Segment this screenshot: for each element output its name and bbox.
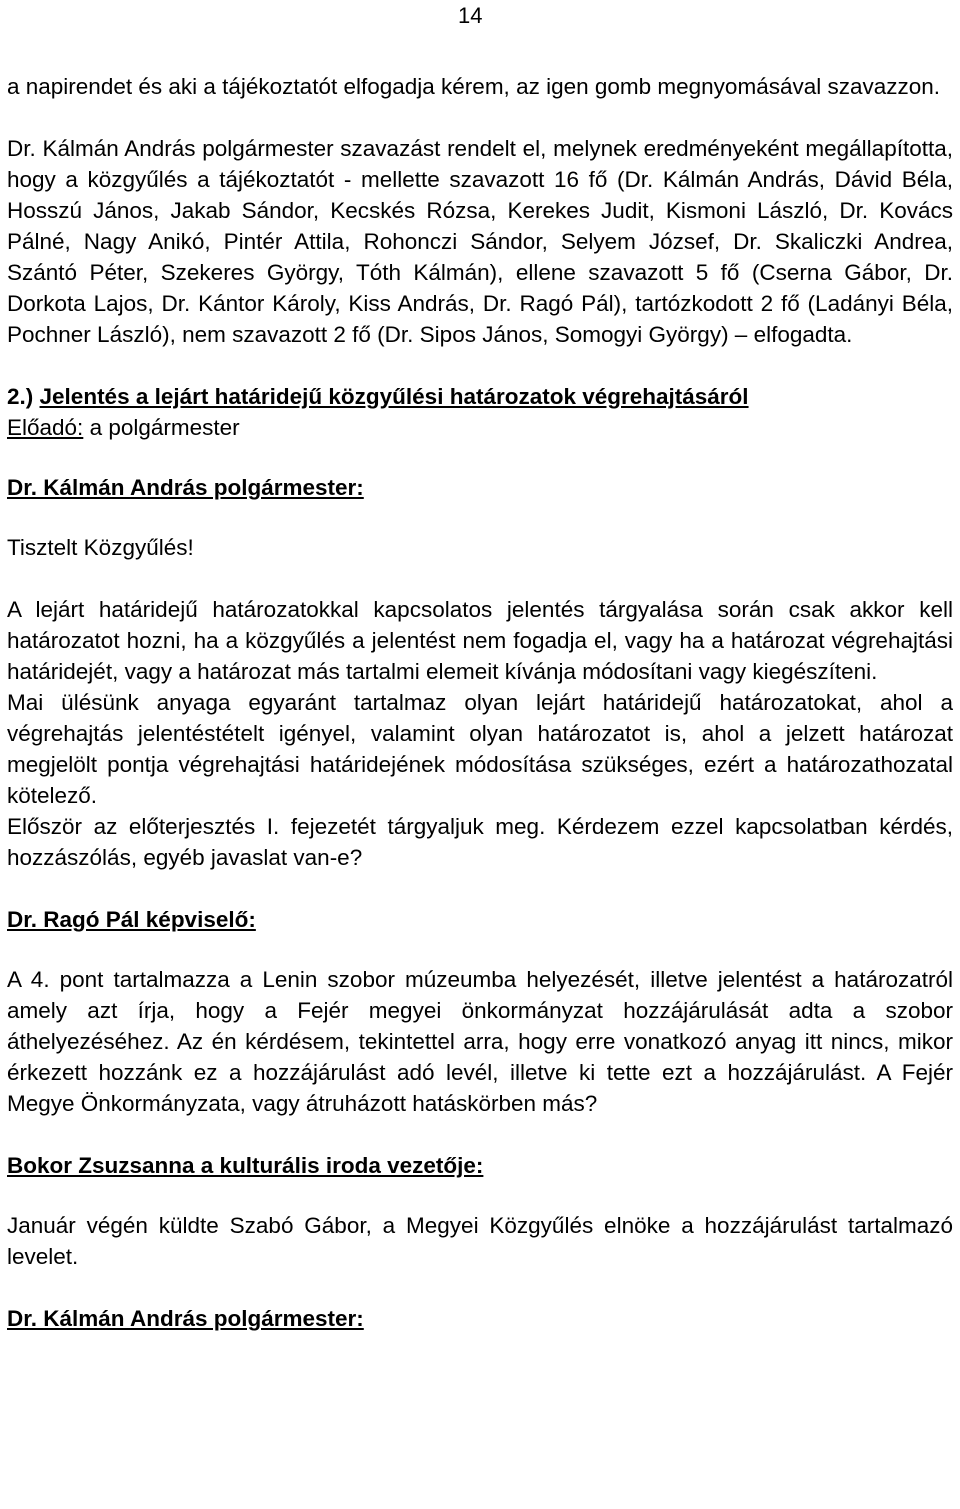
- agenda-item-title: Jelentés a lejárt határidejű közgyűlési határozatok végrehajtásáról: [39, 384, 749, 409]
- greeting: Tisztelt Közgyűlés!: [7, 535, 194, 560]
- paragraph-vote-request: a napirendet és aki a tájékoztatót elfogadja kérem, az igen gomb megnyomásával szavazzon.: [7, 74, 941, 99]
- agenda-item-heading: [7, 381, 953, 412]
- speech-kalman-p1: A lejárt határidejű határozatokkal kapcsolatos jelentés tárgyalása során csak akkor kell határozatot hozni, ha a közgyűlés a jelentést nem fogadja el, vagy ha a határozat végrehajtási határidejét, vagy a határozat más tartalmi elemeit kívánja módosítani vagy kiegészíteni.: [7, 597, 953, 684]
- speech-kalman-p3: Először az előterjesztés I. fejezetét tárgyaljuk meg. Kérdezem ezzel kapcsolatban kérdés, hozzászólás, egyéb javaslat van-e?: [7, 814, 953, 870]
- paragraph-vote-result: Dr. Kálmán András polgármester szavazást rendelt el, melynek eredményeként megállapította, hogy a közgyűlés a tájékoztatót - mellette szavazott 16 fő (Dr. Kálmán András, Dávid Béla, Hosszú János, Jakab Sándor, Kecskés Rózsa, Kerekes Judit, Kismoni László, Dr. Kovács Pálné, Nagy Anikó, Pintér Attila, Rohonczi Sándor, Selyem József, Dr. Skaliczki Andrea, Szántó Péter, Szekeres György, Tóth Kálmán), ellene szavazott 5 fő (Cserna Gábor, Dr. Dorkota Lajos, Dr. Kántor Károly, Kiss András, Dr. Ragó Pál), tartózkodott 2 fő (Ladányi Béla, Pochner László), nem szavazott 2 fő (Dr. Sipos János, Somogyi György) – elfogadta.: [7, 136, 953, 347]
- agenda-item-presenter: [7, 412, 953, 443]
- speech-bokor-p1: Január végén küldte Szabó Gábor, a Megyei Közgyűlés elnöke a hozzájárulást tartalmazó levelet.: [7, 1213, 953, 1269]
- presenter-name: a polgármester: [89, 415, 240, 440]
- page-number: 14: [458, 3, 483, 28]
- document-body: [7, 71, 953, 1334]
- presenter-label: Előadó:: [7, 415, 84, 440]
- speaker-heading-kalman: Dr. Kálmán András polgármester:: [7, 475, 364, 500]
- agenda-item-number: 2.): [7, 384, 34, 409]
- speaker-heading-bokor: Bokor Zsuzsanna a kulturális iroda vezetője:: [7, 1153, 484, 1178]
- speech-rago-p1: A 4. pont tartalmazza a Lenin szobor múzeumba helyezését, illetve jelentést a határozatról amely azt írja, hogy a Fejér megyei önkormányzat hozzájárulását adta a szobor áthelyezéséhez. Az én kérdésem, tekintettel arra, hogy erre vonatkozó anyag itt nincs, mikor érkezett hozzánk ez a hozzájárulást adó levél, illetve ki tette ezt a hozzájárulást. A Fejér Megye Önkormányzata, vagy átruházott hatáskörben más?: [7, 967, 953, 1116]
- speech-kalman-p2: Mai ülésünk anyaga egyaránt tartalmaz olyan lejárt határidejű határozatokat, ahol a végrehajtás jelentéstételt igényel, valamint olyan határozatot is, ahol a jelzett határozat megjelölt pontja végrehajtási határidejének módosítása szükséges, ezért a határozathozatal kötelező.: [7, 690, 953, 808]
- speaker-heading-kalman-2: Dr. Kálmán András polgármester:: [7, 1306, 364, 1331]
- speaker-heading-rago: Dr. Ragó Pál képviselő:: [7, 907, 256, 932]
